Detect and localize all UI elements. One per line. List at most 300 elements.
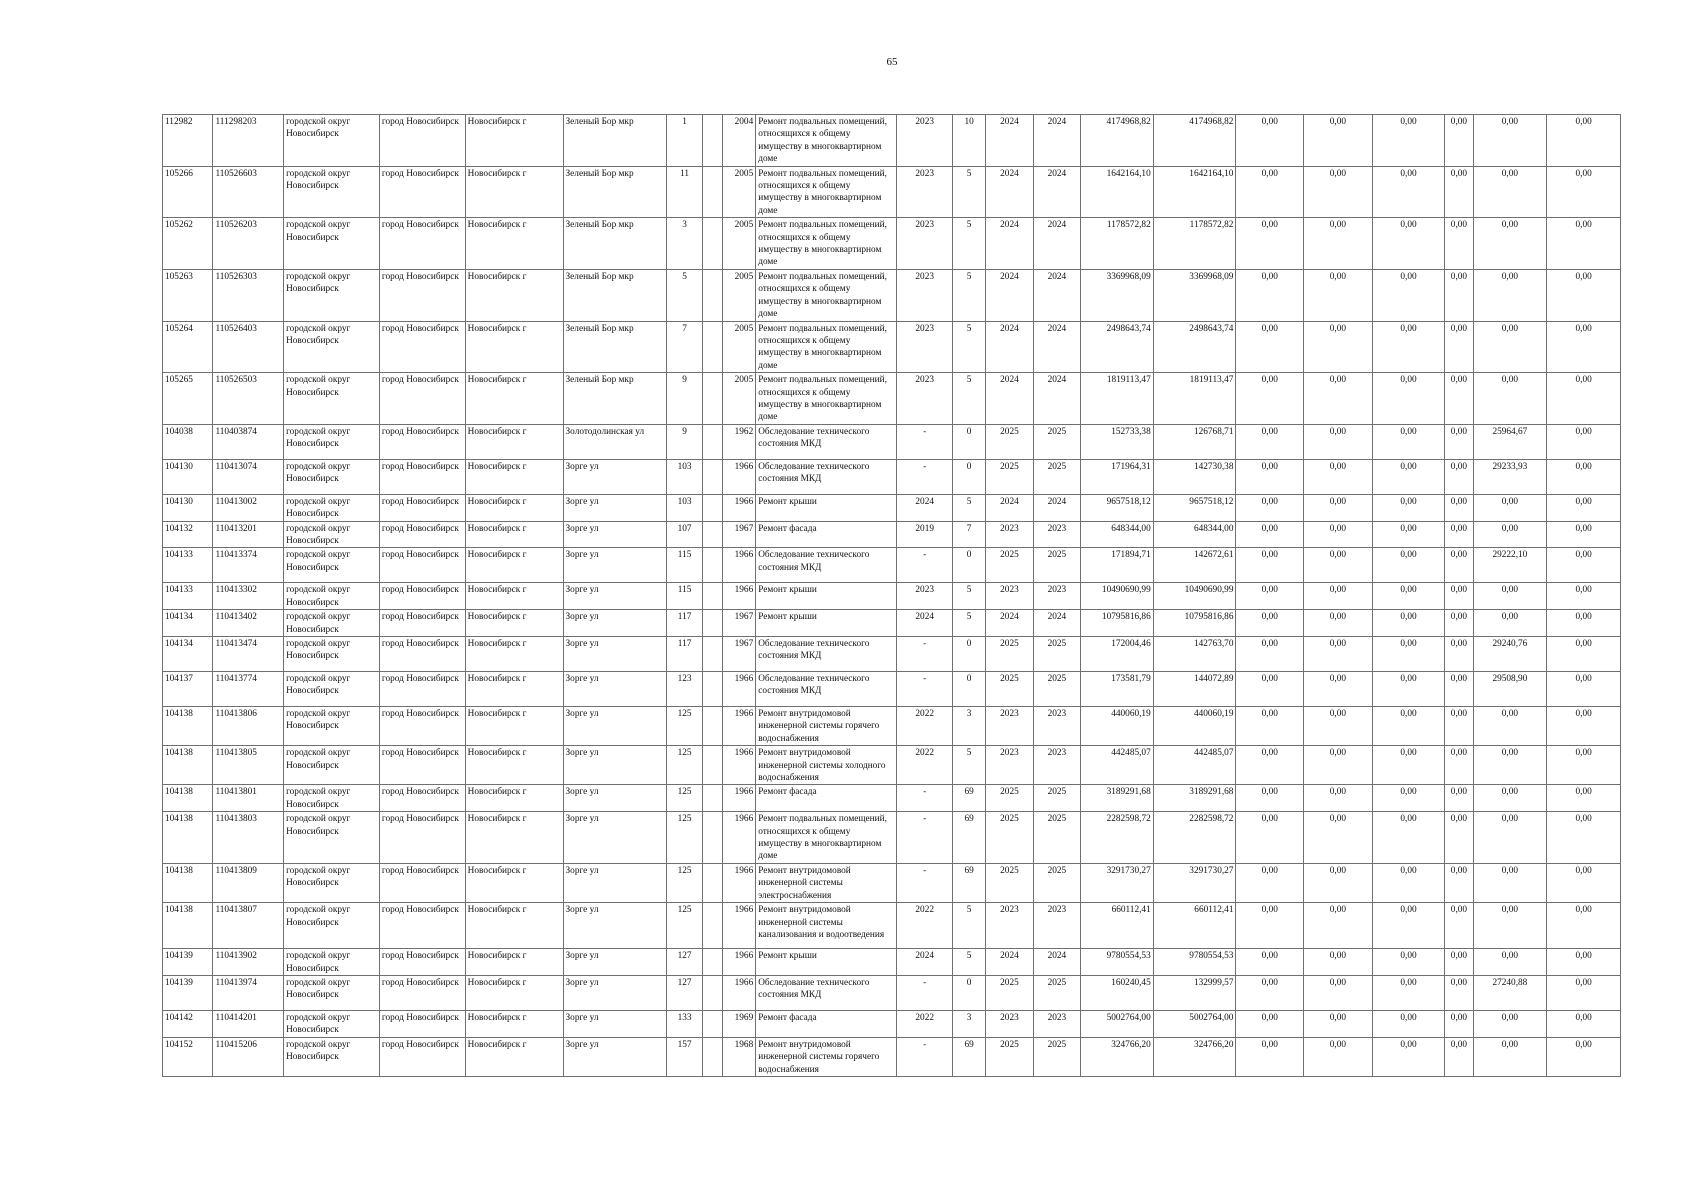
cell-locality: Новосибирск г bbox=[465, 166, 563, 218]
table-row bbox=[163, 373, 1621, 425]
cell-build-year: 1966 bbox=[722, 812, 755, 864]
cell-locality: Новосибирск г bbox=[465, 583, 563, 610]
cell-work-type: Обследование технического состояния МКД bbox=[756, 459, 897, 494]
cell-fund-cost: 10490690,99 bbox=[1153, 583, 1236, 610]
cell-wear-percent: 5 bbox=[952, 373, 985, 425]
cell-building-letter bbox=[702, 1010, 722, 1037]
cell-street: Зорге ул bbox=[563, 583, 667, 610]
cell-wear-percent: 69 bbox=[952, 863, 985, 902]
cell-build-year: 2005 bbox=[722, 218, 755, 270]
table-row bbox=[163, 863, 1621, 902]
cell-wear-percent: 0 bbox=[952, 548, 985, 583]
cell-owners-funds: 0,00 bbox=[1473, 583, 1547, 610]
cell-budget-federal: 0,00 bbox=[1236, 521, 1304, 548]
cell-street: Зорге ул bbox=[563, 949, 667, 976]
cell-wear-percent: 5 bbox=[952, 949, 985, 976]
cell-work-code: 110413374 bbox=[213, 548, 284, 583]
cell-building-letter bbox=[702, 269, 722, 321]
cell-wear-percent: 5 bbox=[952, 321, 985, 373]
cell-wear-percent: 5 bbox=[952, 269, 985, 321]
cell-budget-local: 0,00 bbox=[1372, 949, 1445, 976]
cell-fund-cost: 648344,00 bbox=[1153, 521, 1236, 548]
cell-record-id: 105263 bbox=[163, 269, 213, 321]
cell-budget-regional: 0,00 bbox=[1304, 424, 1373, 459]
cell-budget-federal: 0,00 bbox=[1236, 269, 1304, 321]
register-table bbox=[162, 114, 1621, 1077]
cell-building-letter bbox=[702, 373, 722, 425]
cell-budget-regional: 0,00 bbox=[1304, 269, 1373, 321]
cell-fund-cost: 2498643,74 bbox=[1153, 321, 1236, 373]
cell-work-type: Обследование технического состояния МКД bbox=[756, 548, 897, 583]
cell-plan-year: - bbox=[897, 637, 952, 672]
cell-budget-regional: 0,00 bbox=[1304, 707, 1373, 746]
cell-other-share: 0,00 bbox=[1445, 583, 1473, 610]
cell-fund-cost: 126768,71 bbox=[1153, 424, 1236, 459]
cell-settlement: город Новосибирск bbox=[379, 949, 465, 976]
cell-budget-federal: 0,00 bbox=[1236, 459, 1304, 494]
cell-street: Зеленый Бор мкр bbox=[563, 166, 667, 218]
cell-other-share: 0,00 bbox=[1445, 785, 1473, 812]
cell-budget-regional: 0,00 bbox=[1304, 115, 1373, 167]
cell-total-cost: 1178572,82 bbox=[1081, 218, 1154, 270]
cell-house-number: 127 bbox=[667, 949, 702, 976]
cell-locality: Новосибирск г bbox=[465, 610, 563, 637]
cell-other-share: 0,00 bbox=[1445, 115, 1473, 167]
cell-end-year: 2025 bbox=[1033, 1037, 1080, 1076]
cell-budget-federal: 0,00 bbox=[1236, 903, 1304, 949]
cell-work-code: 110413002 bbox=[213, 494, 284, 521]
table-row bbox=[163, 610, 1621, 637]
cell-budget-local: 0,00 bbox=[1372, 812, 1445, 864]
cell-municipal-district: городской округ Новосибирск bbox=[284, 903, 380, 949]
cell-owners-funds: 0,00 bbox=[1473, 321, 1547, 373]
page-number: 65 bbox=[886, 56, 898, 68]
cell-end-year: 2024 bbox=[1033, 218, 1080, 270]
cell-end-year: 2023 bbox=[1033, 583, 1080, 610]
cell-record-id: 105264 bbox=[163, 321, 213, 373]
cell-municipal-district: городской округ Новосибирск bbox=[284, 1037, 380, 1076]
cell-budget-regional: 0,00 bbox=[1304, 785, 1373, 812]
cell-other-share: 0,00 bbox=[1445, 424, 1473, 459]
cell-building-letter bbox=[702, 672, 722, 707]
cell-settlement: город Новосибирск bbox=[379, 707, 465, 746]
cell-work-code: 110413807 bbox=[213, 903, 284, 949]
table-row bbox=[163, 115, 1621, 167]
cell-fund-cost: 142730,38 bbox=[1153, 459, 1236, 494]
cell-settlement: город Новосибирск bbox=[379, 459, 465, 494]
cell-settlement: город Новосибирск bbox=[379, 269, 465, 321]
cell-fund-cost: 1642164,10 bbox=[1153, 166, 1236, 218]
cell-settlement: город Новосибирск bbox=[379, 746, 465, 785]
cell-build-year: 1967 bbox=[722, 610, 755, 637]
cell-budget-local: 0,00 bbox=[1372, 269, 1445, 321]
cell-municipal-district: городской округ Новосибирск bbox=[284, 610, 380, 637]
cell-work-code: 110415206 bbox=[213, 1037, 284, 1076]
cell-owners-funds: 29240,76 bbox=[1473, 637, 1547, 672]
cell-building-letter bbox=[702, 548, 722, 583]
cell-street: Зорге ул bbox=[563, 637, 667, 672]
cell-settlement: город Новосибирск bbox=[379, 521, 465, 548]
cell-street: Зорге ул bbox=[563, 521, 667, 548]
cell-record-id: 112982 bbox=[163, 115, 213, 167]
cell-owners-funds: 0,00 bbox=[1473, 166, 1547, 218]
table-row bbox=[163, 548, 1621, 583]
cell-work-type: Ремонт крыши bbox=[756, 949, 897, 976]
table-row bbox=[163, 637, 1621, 672]
cell-street: Зорге ул bbox=[563, 785, 667, 812]
cell-plan-year: - bbox=[897, 459, 952, 494]
cell-build-year: 1966 bbox=[722, 583, 755, 610]
cell-street: Зеленый Бор мкр bbox=[563, 321, 667, 373]
cell-street: Зеленый Бор мкр bbox=[563, 373, 667, 425]
cell-street: Зорге ул bbox=[563, 863, 667, 902]
cell-build-year: 2005 bbox=[722, 269, 755, 321]
cell-owners-funds: 29233,93 bbox=[1473, 459, 1547, 494]
cell-end-year: 2023 bbox=[1033, 521, 1080, 548]
cell-start-year: 2024 bbox=[986, 166, 1033, 218]
cell-work-type: Ремонт подвальных помещений, относящихся к общему имуществу в многоквартирном доме bbox=[756, 321, 897, 373]
cell-budget-local: 0,00 bbox=[1372, 1010, 1445, 1037]
cell-start-year: 2024 bbox=[986, 115, 1033, 167]
cell-total-cost: 152733,38 bbox=[1081, 424, 1154, 459]
cell-extra-funds: 0,00 bbox=[1547, 218, 1621, 270]
cell-street: Зорге ул bbox=[563, 1010, 667, 1037]
cell-budget-regional: 0,00 bbox=[1304, 459, 1373, 494]
table-row bbox=[163, 812, 1621, 864]
cell-total-cost: 648344,00 bbox=[1081, 521, 1154, 548]
cell-budget-regional: 0,00 bbox=[1304, 166, 1373, 218]
cell-other-share: 0,00 bbox=[1445, 812, 1473, 864]
cell-budget-regional: 0,00 bbox=[1304, 521, 1373, 548]
cell-extra-funds: 0,00 bbox=[1547, 115, 1621, 167]
cell-work-code: 110413402 bbox=[213, 610, 284, 637]
cell-budget-regional: 0,00 bbox=[1304, 494, 1373, 521]
cell-build-year: 1966 bbox=[722, 672, 755, 707]
cell-record-id: 104133 bbox=[163, 583, 213, 610]
cell-owners-funds: 0,00 bbox=[1473, 373, 1547, 425]
cell-budget-federal: 0,00 bbox=[1236, 548, 1304, 583]
cell-building-letter bbox=[702, 610, 722, 637]
cell-settlement: город Новосибирск bbox=[379, 373, 465, 425]
cell-locality: Новосибирск г bbox=[465, 812, 563, 864]
cell-record-id: 104038 bbox=[163, 424, 213, 459]
cell-street: Зеленый Бор мкр bbox=[563, 115, 667, 167]
cell-house-number: 5 bbox=[667, 269, 702, 321]
cell-fund-cost: 10795816,86 bbox=[1153, 610, 1236, 637]
cell-other-share: 0,00 bbox=[1445, 1037, 1473, 1076]
cell-plan-year: - bbox=[897, 975, 952, 1010]
cell-wear-percent: 5 bbox=[952, 218, 985, 270]
cell-settlement: город Новосибирск bbox=[379, 1010, 465, 1037]
table-row bbox=[163, 1037, 1621, 1076]
register-body bbox=[163, 115, 1621, 1077]
cell-extra-funds: 0,00 bbox=[1547, 812, 1621, 864]
cell-building-letter bbox=[702, 903, 722, 949]
cell-extra-funds: 0,00 bbox=[1547, 1010, 1621, 1037]
cell-start-year: 2025 bbox=[986, 812, 1033, 864]
cell-total-cost: 324766,20 bbox=[1081, 1037, 1154, 1076]
cell-plan-year: 2023 bbox=[897, 321, 952, 373]
table-row bbox=[163, 521, 1621, 548]
table-row bbox=[163, 459, 1621, 494]
cell-municipal-district: городской округ Новосибирск bbox=[284, 424, 380, 459]
cell-budget-local: 0,00 bbox=[1372, 548, 1445, 583]
cell-building-letter bbox=[702, 949, 722, 976]
cell-build-year: 1966 bbox=[722, 548, 755, 583]
cell-start-year: 2024 bbox=[986, 321, 1033, 373]
cell-budget-local: 0,00 bbox=[1372, 707, 1445, 746]
cell-municipal-district: городской округ Новосибирск bbox=[284, 521, 380, 548]
cell-end-year: 2025 bbox=[1033, 975, 1080, 1010]
cell-other-share: 0,00 bbox=[1445, 1010, 1473, 1037]
cell-start-year: 2023 bbox=[986, 1010, 1033, 1037]
cell-start-year: 2025 bbox=[986, 672, 1033, 707]
cell-record-id: 104142 bbox=[163, 1010, 213, 1037]
cell-work-type: Ремонт подвальных помещений, относящихся к общему имуществу в многоквартирном доме bbox=[756, 269, 897, 321]
cell-build-year: 1966 bbox=[722, 863, 755, 902]
cell-locality: Новосибирск г bbox=[465, 1037, 563, 1076]
cell-wear-percent: 0 bbox=[952, 459, 985, 494]
cell-settlement: город Новосибирск bbox=[379, 903, 465, 949]
cell-start-year: 2024 bbox=[986, 949, 1033, 976]
cell-owners-funds: 0,00 bbox=[1473, 746, 1547, 785]
cell-owners-funds: 0,00 bbox=[1473, 269, 1547, 321]
cell-building-letter bbox=[702, 424, 722, 459]
cell-house-number: 103 bbox=[667, 494, 702, 521]
cell-work-type: Ремонт внутридомовой инженерной системы электроснабжения bbox=[756, 863, 897, 902]
cell-plan-year: 2023 bbox=[897, 166, 952, 218]
cell-start-year: 2023 bbox=[986, 746, 1033, 785]
cell-end-year: 2025 bbox=[1033, 863, 1080, 902]
cell-building-letter bbox=[702, 583, 722, 610]
cell-building-letter bbox=[702, 1037, 722, 1076]
cell-other-share: 0,00 bbox=[1445, 746, 1473, 785]
cell-owners-funds: 27240,88 bbox=[1473, 975, 1547, 1010]
cell-fund-cost: 324766,20 bbox=[1153, 1037, 1236, 1076]
cell-budget-federal: 0,00 bbox=[1236, 321, 1304, 373]
cell-total-cost: 171894,71 bbox=[1081, 548, 1154, 583]
cell-budget-regional: 0,00 bbox=[1304, 637, 1373, 672]
cell-record-id: 104132 bbox=[163, 521, 213, 548]
cell-municipal-district: городской округ Новосибирск bbox=[284, 949, 380, 976]
cell-build-year: 1966 bbox=[722, 746, 755, 785]
cell-work-type: Ремонт внутридомовой инженерной системы горячего водоснабжения bbox=[756, 1037, 897, 1076]
cell-budget-federal: 0,00 bbox=[1236, 373, 1304, 425]
cell-budget-local: 0,00 bbox=[1372, 975, 1445, 1010]
cell-record-id: 104138 bbox=[163, 746, 213, 785]
cell-wear-percent: 5 bbox=[952, 746, 985, 785]
cell-wear-percent: 0 bbox=[952, 424, 985, 459]
cell-street: Золотодолинская ул bbox=[563, 424, 667, 459]
cell-build-year: 1968 bbox=[722, 1037, 755, 1076]
table-row bbox=[163, 321, 1621, 373]
cell-end-year: 2025 bbox=[1033, 637, 1080, 672]
cell-record-id: 104133 bbox=[163, 548, 213, 583]
cell-wear-percent: 0 bbox=[952, 637, 985, 672]
cell-work-code: 110413801 bbox=[213, 785, 284, 812]
cell-owners-funds: 0,00 bbox=[1473, 903, 1547, 949]
cell-plan-year: - bbox=[897, 672, 952, 707]
cell-settlement: город Новосибирск bbox=[379, 863, 465, 902]
cell-other-share: 0,00 bbox=[1445, 494, 1473, 521]
cell-plan-year: - bbox=[897, 1037, 952, 1076]
cell-wear-percent: 69 bbox=[952, 812, 985, 864]
cell-extra-funds: 0,00 bbox=[1547, 424, 1621, 459]
cell-other-share: 0,00 bbox=[1445, 521, 1473, 548]
cell-building-letter bbox=[702, 812, 722, 864]
cell-municipal-district: городской округ Новосибирск bbox=[284, 166, 380, 218]
cell-budget-local: 0,00 bbox=[1372, 321, 1445, 373]
cell-end-year: 2025 bbox=[1033, 548, 1080, 583]
cell-building-letter bbox=[702, 521, 722, 548]
cell-extra-funds: 0,00 bbox=[1547, 746, 1621, 785]
cell-other-share: 0,00 bbox=[1445, 903, 1473, 949]
cell-other-share: 0,00 bbox=[1445, 459, 1473, 494]
cell-budget-regional: 0,00 bbox=[1304, 321, 1373, 373]
cell-other-share: 0,00 bbox=[1445, 975, 1473, 1010]
cell-house-number: 123 bbox=[667, 672, 702, 707]
cell-house-number: 125 bbox=[667, 903, 702, 949]
cell-owners-funds: 0,00 bbox=[1473, 1037, 1547, 1076]
cell-record-id: 104138 bbox=[163, 785, 213, 812]
cell-locality: Новосибирск г bbox=[465, 1010, 563, 1037]
cell-owners-funds: 0,00 bbox=[1473, 949, 1547, 976]
cell-start-year: 2025 bbox=[986, 548, 1033, 583]
cell-build-year: 1967 bbox=[722, 521, 755, 548]
cell-end-year: 2024 bbox=[1033, 269, 1080, 321]
cell-municipal-district: городской округ Новосибирск bbox=[284, 707, 380, 746]
cell-locality: Новосибирск г bbox=[465, 707, 563, 746]
cell-house-number: 115 bbox=[667, 583, 702, 610]
cell-budget-federal: 0,00 bbox=[1236, 672, 1304, 707]
cell-budget-local: 0,00 bbox=[1372, 583, 1445, 610]
cell-work-code: 110413805 bbox=[213, 746, 284, 785]
cell-plan-year: 2022 bbox=[897, 1010, 952, 1037]
cell-fund-cost: 440060,19 bbox=[1153, 707, 1236, 746]
cell-budget-federal: 0,00 bbox=[1236, 707, 1304, 746]
cell-end-year: 2025 bbox=[1033, 459, 1080, 494]
cell-budget-regional: 0,00 bbox=[1304, 548, 1373, 583]
cell-total-cost: 9657518,12 bbox=[1081, 494, 1154, 521]
cell-other-share: 0,00 bbox=[1445, 548, 1473, 583]
cell-building-letter bbox=[702, 115, 722, 167]
cell-fund-cost: 9780554,53 bbox=[1153, 949, 1236, 976]
cell-street: Зорге ул bbox=[563, 746, 667, 785]
cell-locality: Новосибирск г bbox=[465, 903, 563, 949]
cell-total-cost: 5002764,00 bbox=[1081, 1010, 1154, 1037]
cell-house-number: 103 bbox=[667, 459, 702, 494]
cell-budget-local: 0,00 bbox=[1372, 610, 1445, 637]
cell-budget-federal: 0,00 bbox=[1236, 166, 1304, 218]
cell-total-cost: 1819113,47 bbox=[1081, 373, 1154, 425]
cell-total-cost: 173581,79 bbox=[1081, 672, 1154, 707]
cell-locality: Новосибирск г bbox=[465, 949, 563, 976]
cell-house-number: 133 bbox=[667, 1010, 702, 1037]
cell-budget-local: 0,00 bbox=[1372, 424, 1445, 459]
cell-locality: Новосибирск г bbox=[465, 115, 563, 167]
cell-end-year: 2025 bbox=[1033, 424, 1080, 459]
cell-extra-funds: 0,00 bbox=[1547, 975, 1621, 1010]
cell-budget-local: 0,00 bbox=[1372, 521, 1445, 548]
cell-house-number: 107 bbox=[667, 521, 702, 548]
cell-other-share: 0,00 bbox=[1445, 863, 1473, 902]
cell-building-letter bbox=[702, 218, 722, 270]
cell-budget-federal: 0,00 bbox=[1236, 583, 1304, 610]
cell-municipal-district: городской округ Новосибирск bbox=[284, 863, 380, 902]
cell-end-year: 2023 bbox=[1033, 746, 1080, 785]
cell-street: Зеленый Бор мкр bbox=[563, 218, 667, 270]
cell-other-share: 0,00 bbox=[1445, 672, 1473, 707]
cell-budget-federal: 0,00 bbox=[1236, 218, 1304, 270]
cell-building-letter bbox=[702, 637, 722, 672]
cell-wear-percent: 0 bbox=[952, 672, 985, 707]
cell-fund-cost: 142763,70 bbox=[1153, 637, 1236, 672]
cell-settlement: город Новосибирск bbox=[379, 218, 465, 270]
cell-work-type: Обследование технического состояния МКД bbox=[756, 424, 897, 459]
cell-settlement: город Новосибирск bbox=[379, 583, 465, 610]
cell-build-year: 1966 bbox=[722, 707, 755, 746]
cell-budget-federal: 0,00 bbox=[1236, 863, 1304, 902]
cell-building-letter bbox=[702, 746, 722, 785]
cell-fund-cost: 3369968,09 bbox=[1153, 269, 1236, 321]
cell-extra-funds: 0,00 bbox=[1547, 903, 1621, 949]
cell-budget-local: 0,00 bbox=[1372, 494, 1445, 521]
cell-plan-year: 2024 bbox=[897, 494, 952, 521]
cell-end-year: 2025 bbox=[1033, 785, 1080, 812]
table-row bbox=[163, 707, 1621, 746]
cell-budget-regional: 0,00 bbox=[1304, 583, 1373, 610]
cell-start-year: 2024 bbox=[986, 373, 1033, 425]
cell-total-cost: 3291730,27 bbox=[1081, 863, 1154, 902]
cell-plan-year: - bbox=[897, 548, 952, 583]
cell-record-id: 104134 bbox=[163, 637, 213, 672]
cell-build-year: 2005 bbox=[722, 321, 755, 373]
cell-budget-regional: 0,00 bbox=[1304, 672, 1373, 707]
cell-record-id: 104130 bbox=[163, 459, 213, 494]
cell-record-id: 104138 bbox=[163, 812, 213, 864]
cell-total-cost: 3369968,09 bbox=[1081, 269, 1154, 321]
cell-fund-cost: 442485,07 bbox=[1153, 746, 1236, 785]
cell-record-id: 105266 bbox=[163, 166, 213, 218]
cell-municipal-district: городской округ Новосибирск bbox=[284, 548, 380, 583]
cell-record-id: 104137 bbox=[163, 672, 213, 707]
cell-settlement: город Новосибирск bbox=[379, 975, 465, 1010]
cell-total-cost: 440060,19 bbox=[1081, 707, 1154, 746]
cell-budget-federal: 0,00 bbox=[1236, 949, 1304, 976]
cell-record-id: 104138 bbox=[163, 707, 213, 746]
cell-budget-regional: 0,00 bbox=[1304, 975, 1373, 1010]
cell-wear-percent: 5 bbox=[952, 494, 985, 521]
cell-total-cost: 10490690,99 bbox=[1081, 583, 1154, 610]
cell-work-code: 110413902 bbox=[213, 949, 284, 976]
cell-work-code: 110413806 bbox=[213, 707, 284, 746]
cell-start-year: 2024 bbox=[986, 494, 1033, 521]
cell-plan-year: 2023 bbox=[897, 583, 952, 610]
cell-work-code: 110526603 bbox=[213, 166, 284, 218]
cell-total-cost: 172004,46 bbox=[1081, 637, 1154, 672]
cell-extra-funds: 0,00 bbox=[1547, 494, 1621, 521]
cell-fund-cost: 2282598,72 bbox=[1153, 812, 1236, 864]
cell-building-letter bbox=[702, 975, 722, 1010]
cell-locality: Новосибирск г bbox=[465, 785, 563, 812]
cell-extra-funds: 0,00 bbox=[1547, 707, 1621, 746]
cell-other-share: 0,00 bbox=[1445, 321, 1473, 373]
cell-end-year: 2024 bbox=[1033, 115, 1080, 167]
cell-other-share: 0,00 bbox=[1445, 637, 1473, 672]
cell-other-share: 0,00 bbox=[1445, 269, 1473, 321]
cell-street: Зорге ул bbox=[563, 610, 667, 637]
cell-work-type: Ремонт фасада bbox=[756, 785, 897, 812]
